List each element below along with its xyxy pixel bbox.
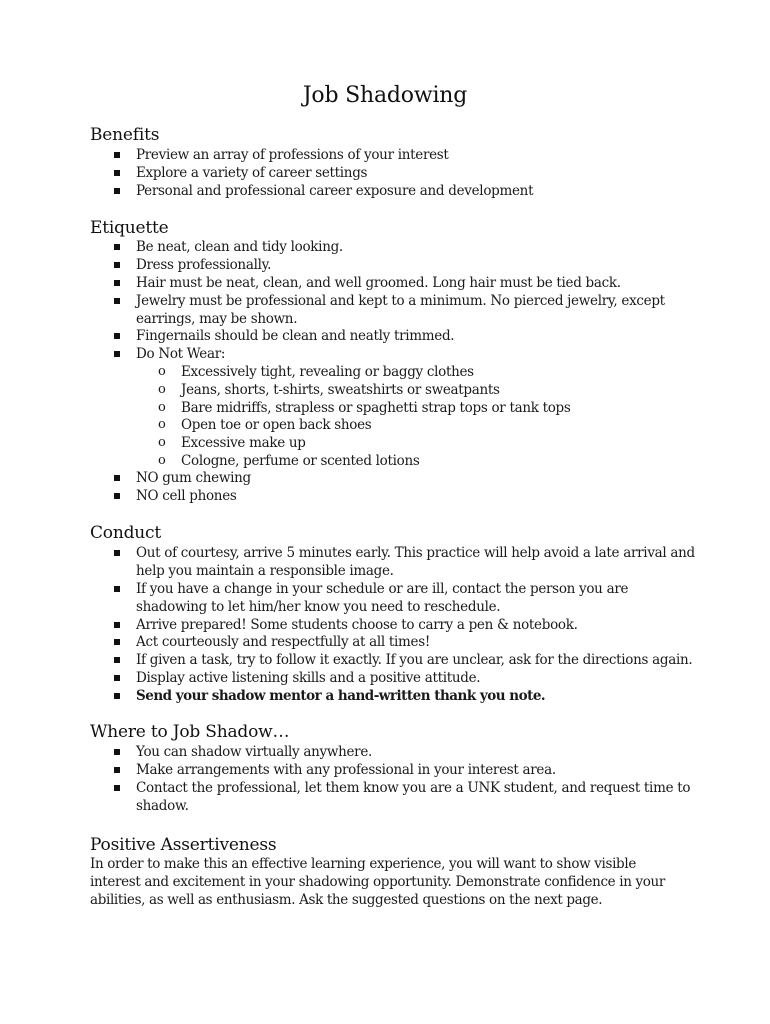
sub-list-item: o Excessively tight, revealing or baggy clothes — [158, 364, 474, 380]
circle-bullet-icon: o — [158, 453, 166, 468]
square-bullet-icon — [114, 493, 120, 499]
square-bullet-icon — [114, 244, 120, 250]
square-bullet-icon — [114, 333, 120, 339]
square-bullet-icon — [114, 280, 120, 286]
list-item: Arrive prepared! Some students choose to carry a pen & notebook. — [136, 616, 696, 634]
square-bullet-icon — [114, 262, 120, 268]
list-item: Display active listening skills and a positive attitude. — [136, 669, 696, 687]
list-item: Make arrangements with any professional in your interest area. — [136, 761, 696, 779]
sub-list-item: o Cologne, perfume or scented lotions — [158, 453, 420, 469]
benefits-heading: Benefits — [90, 125, 160, 145]
sub-list-item: o Jeans, shorts, t-shirts, sweatshirts or sweatpants — [158, 382, 500, 398]
conduct-heading: Conduct — [90, 523, 161, 543]
list-item: Act courteously and respectfully at all times! — [136, 633, 696, 651]
assertiveness-paragraph: In order to make this an effective learning experience, you will want to show visible interest and excitement in your shadowing opportunity. Demonstrate confidence in your abilities, as well as enthusiasm. Ask the suggested questions on the next page. — [90, 856, 666, 908]
square-bullet-icon — [114, 298, 120, 304]
etiquette-heading: Etiquette — [90, 218, 169, 238]
square-bullet-icon — [114, 785, 120, 791]
list-item: NO gum chewing — [136, 469, 696, 487]
square-bullet-icon — [114, 586, 120, 592]
circle-bullet-icon: o — [158, 382, 166, 397]
list-item: Send your shadow mentor a hand-written thank you note. — [136, 687, 696, 705]
list-item: Explore a variety of career settings — [136, 164, 696, 182]
square-bullet-icon — [114, 550, 120, 556]
square-bullet-icon — [114, 657, 120, 663]
sub-list-item: o Bare midriffs, strapless or spaghetti strap tops or tank tops — [158, 400, 571, 416]
list-item: If given a task, try to follow it exactly. If you are unclear, ask for the directions again. — [136, 651, 696, 669]
circle-bullet-icon: o — [158, 435, 166, 450]
where-heading: Where to Job Shadow… — [90, 722, 290, 742]
list-item: Be neat, clean and tidy looking. — [136, 238, 696, 256]
list-item: You can shadow virtually anywhere. — [136, 743, 696, 761]
square-bullet-icon — [114, 475, 120, 481]
list-item: Do Not Wear: — [136, 345, 696, 363]
square-bullet-icon — [114, 767, 120, 773]
circle-bullet-icon: o — [158, 417, 166, 432]
list-item: Hair must be neat, clean, and well groomed. Long hair must be tied back. — [136, 274, 696, 292]
circle-bullet-icon: o — [158, 364, 166, 379]
list-item: Out of courtesy, arrive 5 minutes early. This practice will help avoid a late arrival and help you maintain a responsible image. — [136, 544, 696, 580]
assertiveness-heading: Positive Assertiveness — [90, 835, 277, 855]
square-bullet-icon — [114, 639, 120, 645]
square-bullet-icon — [114, 152, 120, 158]
page-title: Job Shadowing — [302, 83, 468, 108]
sub-list-item: o Open toe or open back shoes — [158, 417, 372, 433]
square-bullet-icon — [114, 188, 120, 194]
square-bullet-icon — [114, 622, 120, 628]
sub-list-item: o Excessive make up — [158, 435, 306, 451]
square-bullet-icon — [114, 749, 120, 755]
circle-bullet-icon: o — [158, 400, 166, 415]
square-bullet-icon — [114, 170, 120, 176]
list-item: Contact the professional, let them know you are a UNK student, and request time to shadow. — [136, 779, 696, 815]
square-bullet-icon — [114, 693, 120, 699]
square-bullet-icon — [114, 351, 120, 357]
list-item: Jewelry must be professional and kept to a minimum. No pierced jewelry, except earrings, may be shown. — [136, 292, 696, 328]
square-bullet-icon — [114, 675, 120, 681]
list-item: Personal and professional career exposure and development — [136, 182, 696, 200]
list-item: NO cell phones — [136, 487, 696, 505]
list-item: If you have a change in your schedule or are ill, contact the person you are shadowing to let him/her know you need to reschedule. — [136, 580, 696, 616]
list-item: Preview an array of professions of your interest — [136, 146, 696, 164]
list-item: Fingernails should be clean and neatly trimmed. — [136, 327, 696, 345]
list-item: Dress professionally. — [136, 256, 696, 274]
